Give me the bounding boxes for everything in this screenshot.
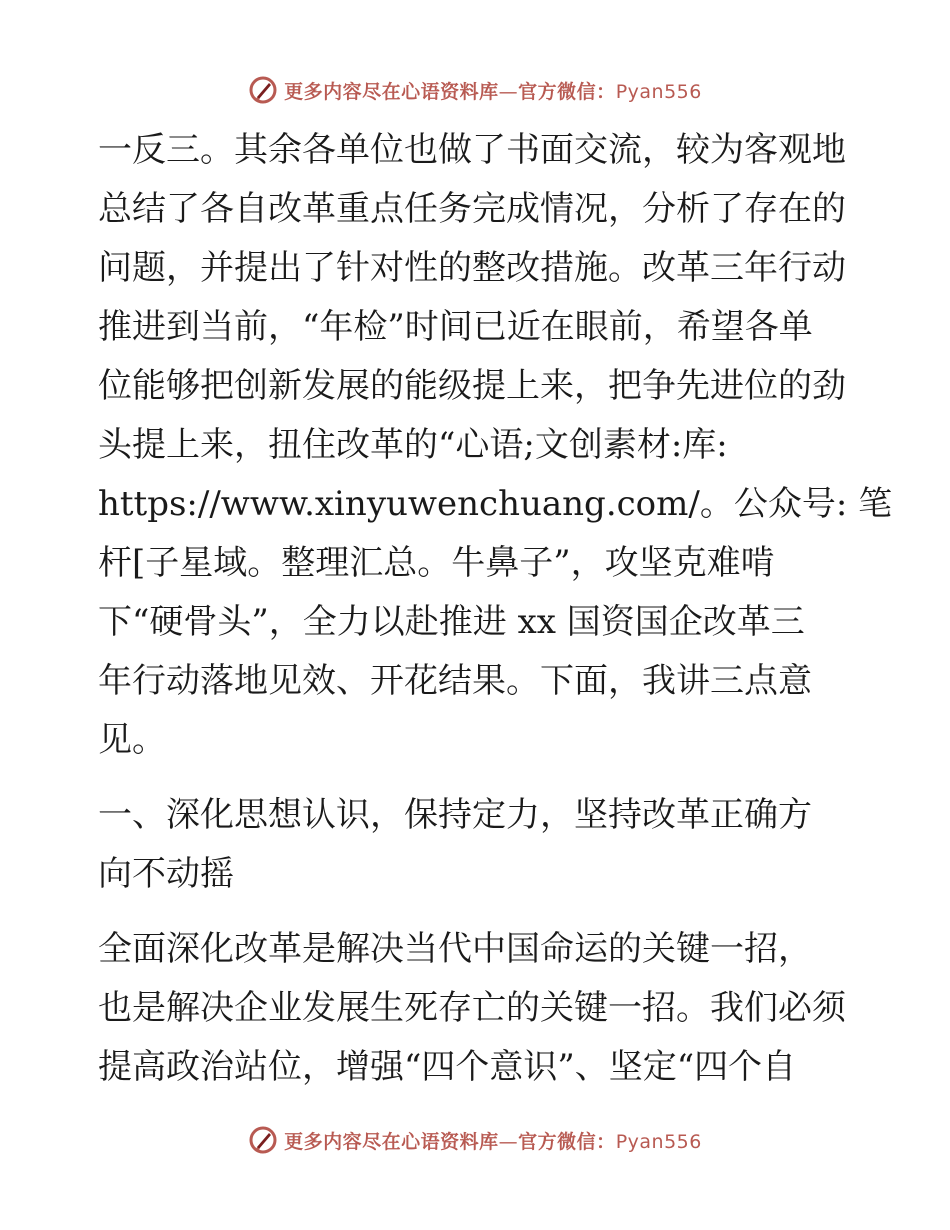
banner-wechat-id: Pyan556 bbox=[615, 1130, 702, 1153]
banner-separator: — bbox=[498, 1130, 519, 1153]
banner-wechat-id: Pyan556 bbox=[615, 80, 702, 103]
quill-pen-logo-icon bbox=[248, 1125, 278, 1155]
text-line: 杆[子星域。整理汇总。牛鼻子”，攻坚克难啃 bbox=[98, 543, 775, 583]
footer-banner bbox=[0, 1120, 950, 1160]
paragraph-gap bbox=[98, 770, 858, 786]
banner-main-text: 更多内容尽在心语资料库 bbox=[284, 1130, 499, 1153]
text-line: 推进到当前，“年检”时间已近在眼前，希望各单 bbox=[98, 307, 813, 347]
paragraph-3 bbox=[98, 920, 858, 1097]
section-heading bbox=[98, 786, 858, 904]
text-line: 一反三。其余各单位也做了书面交流，较为客观地 bbox=[98, 130, 846, 170]
banner-wechat-label: 官方微信： bbox=[518, 1130, 616, 1153]
text-line: 提高政治站位，增强“四个意识”、坚定“四个自 bbox=[98, 1047, 797, 1087]
quill-pen-logo-icon bbox=[248, 75, 278, 105]
text-line: 年行动落地见效、开花结果。下面，我讲三点意 bbox=[98, 661, 812, 701]
text-line: 总结了各自改革重点任务完成情况，分析了存在的 bbox=[98, 189, 846, 229]
banner-text bbox=[284, 77, 702, 104]
text-line: 头提上来，扭住改革的“心语;文创素材:库: bbox=[98, 425, 728, 465]
document-body bbox=[98, 121, 893, 1097]
text-line: 也是解决企业发展生死存亡的关键一招。我们必须 bbox=[98, 988, 846, 1028]
paragraph-1 bbox=[98, 121, 893, 770]
heading-line: 一、深化思想认识，保持定力，坚持改革正确方 bbox=[98, 795, 812, 835]
text-line: https://www.xinyuwenchuang.com/。公众号: 笔 bbox=[98, 484, 893, 524]
heading-line: 向不动摇 bbox=[98, 854, 234, 894]
text-line: 全面深化改革是解决当代中国命运的关键一招， bbox=[98, 929, 812, 969]
banner-wechat-label: 官方微信： bbox=[518, 80, 616, 103]
text-line: 见。 bbox=[98, 720, 166, 760]
header-banner bbox=[0, 70, 950, 110]
paragraph-gap bbox=[98, 904, 858, 920]
banner-main-text: 更多内容尽在心语资料库 bbox=[284, 80, 499, 103]
banner-text bbox=[284, 1127, 702, 1154]
banner-separator: — bbox=[498, 80, 519, 103]
text-line: 下“硬骨头”，全力以赴推进 xx 国资国企改革三 bbox=[98, 602, 805, 642]
text-line: 位能够把创新发展的能级提上来，把争先进位的劲 bbox=[98, 366, 846, 406]
text-line: 问题，并提出了针对性的整改措施。改革三年行动 bbox=[98, 248, 846, 288]
